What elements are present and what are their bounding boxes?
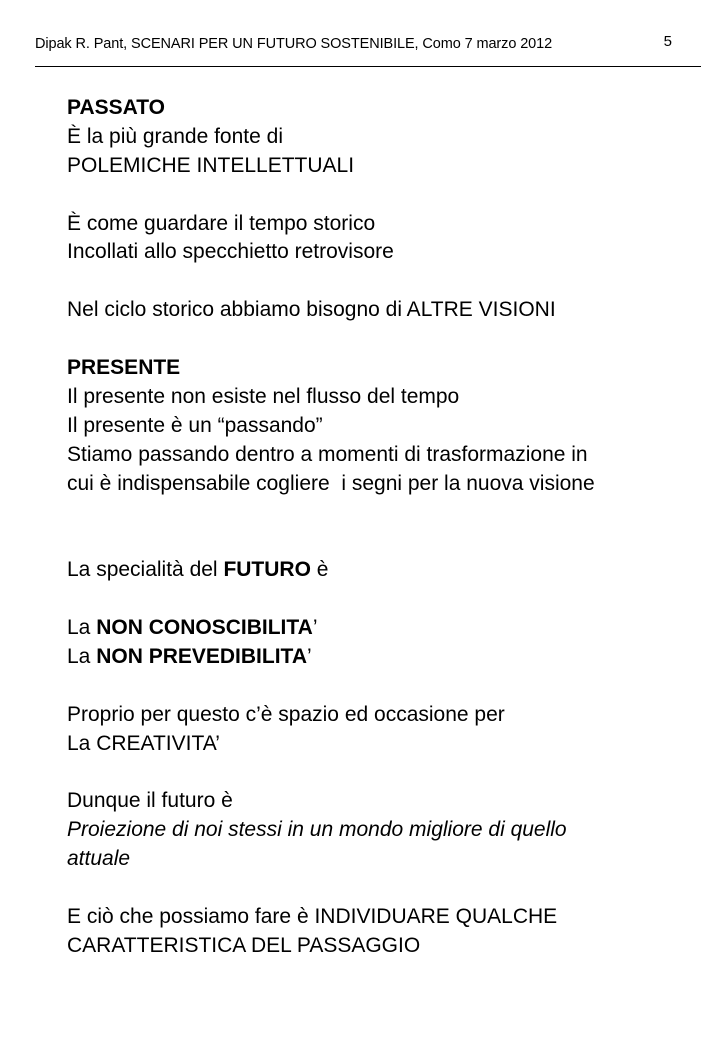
spacer bbox=[67, 181, 697, 210]
paragraph-line: È la più grande fonte di bbox=[67, 124, 283, 148]
text-span: ’ bbox=[307, 644, 312, 668]
header-title: Dipak R. Pant, SCENARI PER UN FUTURO SOSTENIBILE, Como 7 marzo 2012 bbox=[35, 36, 553, 52]
paragraph-line: Incollati allo specchietto retrovisore bbox=[67, 240, 394, 264]
italic-definition: attuale bbox=[67, 847, 131, 871]
paragraph-line: Il presente non esiste nel flusso del tempo bbox=[67, 384, 460, 408]
section-passato bbox=[67, 94, 697, 354]
paragraph-line: Dunque il futuro è bbox=[67, 789, 233, 813]
paragraph-line: Nel ciclo storico abbiamo bisogno di ALTRE VISIONI bbox=[67, 298, 556, 322]
paragraph-line: CARATTERISTICA DEL PASSAGGIO bbox=[67, 933, 421, 957]
spacer bbox=[67, 498, 697, 527]
paragraph-line: Proprio per questo c’è spazio ed occasione per bbox=[67, 702, 505, 726]
futuro-keyword: FUTURO bbox=[223, 558, 311, 582]
section-futuro bbox=[67, 556, 697, 960]
text-span: La bbox=[67, 644, 97, 668]
text-span: La bbox=[67, 616, 97, 640]
non-conoscibilita-line bbox=[67, 614, 697, 643]
paragraph-line: La CREATIVITA’ bbox=[67, 731, 220, 755]
spacer bbox=[67, 874, 697, 903]
bold-term: NON CONOSCIBILITA bbox=[96, 616, 313, 640]
page-body bbox=[67, 94, 697, 961]
spacer bbox=[67, 325, 697, 354]
spacer bbox=[67, 758, 697, 787]
section-heading-presente: PRESENTE bbox=[67, 356, 181, 380]
header-divider bbox=[35, 66, 701, 67]
futuro-intro bbox=[67, 556, 697, 585]
paragraph-line: Stiamo passando dentro a momenti di trasformazione in bbox=[67, 442, 588, 466]
bold-term: NON PREVEDIBILITA bbox=[96, 644, 307, 668]
paragraph-line: cui è indispensabile cogliere i segni per la nuova visione bbox=[67, 471, 595, 495]
text-span: ’ bbox=[312, 616, 318, 640]
non-prevedibilita-line bbox=[67, 643, 697, 672]
page-number: 5 bbox=[663, 33, 672, 50]
spacer bbox=[67, 585, 697, 614]
paragraph-line: Il presente è un “passando” bbox=[67, 413, 323, 437]
section-heading-passato: PASSATO bbox=[67, 96, 166, 119]
text-span: La specialità del bbox=[67, 558, 224, 582]
spacer bbox=[67, 527, 697, 556]
paragraph-line: POLEMICHE INTELLETTUALI bbox=[67, 153, 355, 177]
paragraph-line: È come guardare il tempo storico bbox=[67, 211, 376, 235]
paragraph-line: E ciò che possiamo fare è INDIVIDUARE QUALCHE bbox=[67, 904, 558, 928]
spacer bbox=[67, 267, 697, 296]
spacer bbox=[67, 672, 697, 701]
section-presente bbox=[67, 354, 697, 556]
text-span: è bbox=[310, 558, 329, 582]
italic-definition: Proiezione di noi stessi in un mondo migliore di quello bbox=[67, 818, 567, 842]
page-header bbox=[35, 30, 700, 58]
